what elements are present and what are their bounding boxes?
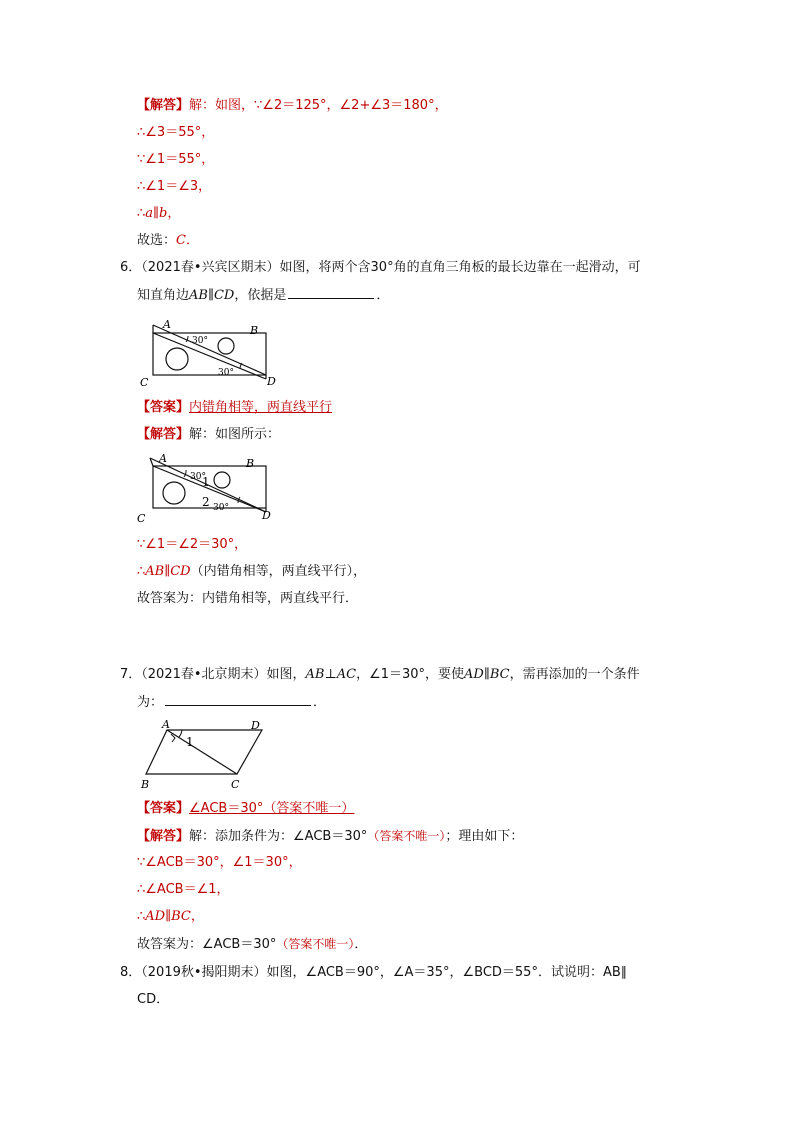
q8-number: 8． [120, 965, 142, 980]
q7-sol2: ∴∠ACB＝∠1， [137, 882, 230, 897]
label-b: B [141, 778, 150, 791]
block-a-line1 [137, 96, 448, 116]
solution-tag: 【解答】 [137, 98, 190, 113]
q6-line2-suffix: ，依据是 [234, 288, 287, 303]
q7-line1-math2: AD∥BC [464, 667, 510, 682]
q7-sol3 [137, 907, 204, 927]
q6-line2-prefix: 知直角边 [137, 288, 190, 303]
q6-sol2 [137, 562, 366, 582]
label-c: C [140, 376, 149, 389]
sol3-math: AD∥BC [145, 909, 191, 924]
q7-line2 [137, 692, 326, 712]
label-d: D [262, 509, 271, 522]
q7-line2-prefix: 为： [137, 695, 164, 710]
q7-solution-line [137, 826, 523, 846]
label-d: D [251, 719, 260, 732]
q7-line1-mid: ，∠1＝30°，要使 [356, 667, 465, 682]
line5-prefix: ∴ [137, 206, 146, 221]
q8-line2: CD． [137, 992, 170, 1007]
label-b: B [246, 457, 255, 470]
angle-label-bottom: 30° [213, 503, 229, 513]
sol4-suffix: ． [354, 937, 368, 952]
answer-tag: 【答案】 [137, 400, 190, 415]
block-a-line4: ∴∠1＝∠3， [137, 179, 212, 194]
answer-tag: 【答案】 [137, 801, 190, 816]
q7-figure [140, 718, 270, 792]
sol4-prefix: 故答案为：∠ACB＝30° [137, 937, 277, 952]
q6-number: 6． [120, 260, 142, 275]
answer-blank [288, 285, 374, 299]
answer-text: ∠ACB＝30°（答案不唯一） [189, 801, 355, 816]
q6-answer-line [137, 398, 332, 418]
q6-figure-2 [136, 452, 286, 527]
q6-sol3: 故答案为：内错角相等，两直线平行． [137, 591, 359, 606]
solution-text-2: （答案不唯一） [367, 829, 446, 843]
q7-line1-math1: AB⊥AC [305, 667, 357, 682]
circle-large [163, 482, 185, 504]
line6-prefix: 故选： [137, 233, 177, 248]
label-a: A [163, 318, 171, 331]
q6-text: （2021春•兴宾区期末）如图，将两个含30°角的直角三角板的最长边靠在一起滑动，可 [141, 260, 641, 275]
q7-line1-suffix: ，需再添加的一个条件 [509, 667, 640, 682]
q7-answer-line [137, 799, 354, 819]
block-a-line3: ∵∠1＝55°， [137, 152, 215, 167]
solution-text-3: ；理由如下： [445, 829, 524, 844]
q6-line1 [120, 258, 641, 278]
angle-arc-top [186, 336, 188, 342]
sol3-suffix: ， [190, 909, 204, 924]
q7-line2-end: ． [313, 695, 327, 710]
angle-number-1: 1 [202, 475, 210, 489]
triangle-edge-bottom [153, 333, 266, 379]
sol2-suffix: （内错角相等，两直线平行）， [190, 564, 367, 579]
answer-blank [165, 692, 311, 706]
label-c: C [231, 778, 240, 791]
angle-label-top: 30° [190, 472, 206, 482]
line6-suffix: ． [185, 233, 199, 248]
circle-large [166, 348, 188, 370]
angle-number-1: 1 [186, 735, 194, 749]
sol4-paren: （答案不唯一） [276, 937, 355, 951]
q7-line1 [120, 665, 640, 685]
label-a: A [162, 718, 170, 731]
sol3-prefix: ∴ [137, 909, 146, 924]
q7-line1-prefix: （2021春•北京期末）如图， [141, 667, 306, 682]
solution-text-1: 解：添加条件为：∠ACB＝30° [189, 829, 368, 844]
circle-small [214, 472, 230, 488]
q6-line2-math: AB∥CD [189, 288, 235, 303]
q6-figure-1 [136, 316, 286, 391]
circle-small [218, 338, 234, 354]
diagonal-ac [167, 730, 237, 774]
sol2-math: AB∥CD [145, 564, 191, 579]
solution-text: 解：如图，∵∠2＝125°，∠2+∠3＝180°， [189, 98, 448, 113]
q6-sol1: ∵∠1＝∠2＝30°， [137, 537, 248, 552]
solution-tag: 【解答】 [137, 427, 190, 442]
solution-text: 解：如图所示： [189, 427, 281, 442]
block-a-line2: ∴∠3＝55°， [137, 125, 215, 140]
block-a-line6 [137, 231, 199, 251]
label-c: C [137, 512, 146, 525]
solution-tag: 【解答】 [137, 829, 190, 844]
q8-text: （2019秋•揭阳期末）如图，∠ACB＝90°，∠A＝35°，∠BCD＝55°．试说明：AB∥ [141, 965, 628, 980]
angle-label-top: 30° [192, 336, 208, 346]
line6-answer: C [176, 233, 186, 248]
q7-sol1: ∵∠ACB＝30°，∠1＝30°， [137, 855, 302, 870]
q6-solution-line [137, 425, 280, 445]
answer-text: 内错角相等，两直线平行 [189, 400, 333, 415]
line5-math: a∥b [145, 206, 168, 221]
label-d: D [267, 375, 276, 388]
q7-number: 7． [120, 667, 142, 682]
block-a-line5 [137, 204, 180, 224]
q7-sol4 [137, 934, 367, 954]
parallelogram [146, 730, 262, 774]
line5-suffix: ， [167, 206, 181, 221]
angle-arc [179, 730, 182, 737]
q6-line2 [137, 285, 389, 305]
label-a: A [159, 452, 167, 465]
sol2-prefix: ∴ [137, 564, 146, 579]
angle-number-2: 2 [202, 495, 210, 509]
q6-line2-end: ． [376, 288, 390, 303]
label-b: B [250, 324, 259, 337]
q8-line1 [120, 963, 627, 983]
angle-label-bottom: 30° [218, 368, 234, 378]
